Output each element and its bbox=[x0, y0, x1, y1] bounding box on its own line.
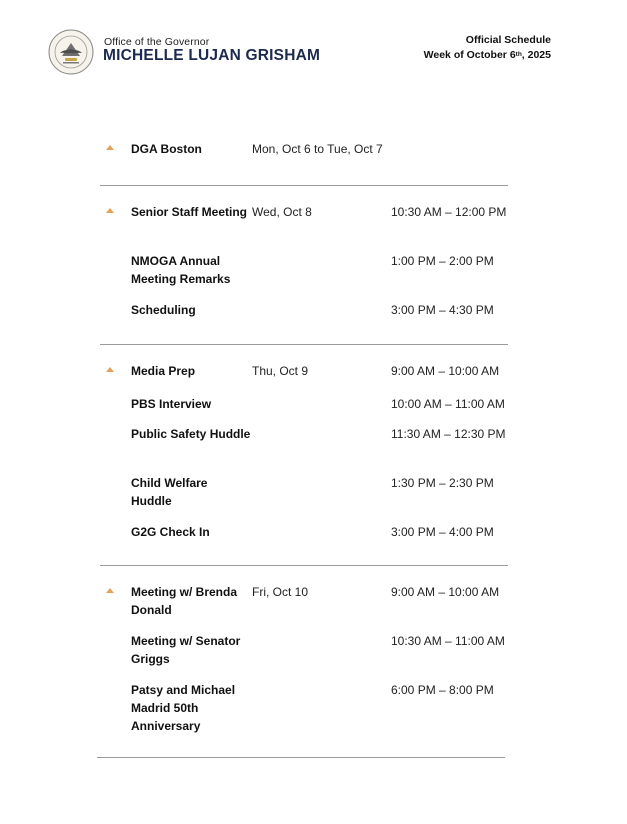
collapse-arrow-icon[interactable] bbox=[106, 145, 114, 150]
event-row bbox=[100, 523, 510, 541]
event-time: 10:00 AM – 11:00 AM bbox=[391, 397, 505, 411]
collapse-arrow-icon[interactable] bbox=[106, 588, 114, 593]
week-suffix: th bbox=[515, 51, 522, 58]
event-time: 1:00 PM – 2:00 PM bbox=[391, 254, 494, 268]
event-row bbox=[100, 203, 510, 239]
event-date: Thu, Oct 9 bbox=[252, 364, 309, 378]
schedule-title: Official Schedule bbox=[465, 34, 551, 46]
office-line: Office of the Governor bbox=[104, 36, 210, 48]
event-title: DGA Boston bbox=[131, 142, 202, 156]
schedule-week bbox=[424, 48, 551, 63]
event-title: PBS Interview bbox=[131, 397, 212, 411]
event-title: Public Safety Huddle bbox=[131, 427, 251, 441]
event-time: 11:30 AM – 12:30 PM bbox=[391, 427, 506, 441]
day-divider bbox=[97, 757, 505, 758]
event-row bbox=[100, 474, 510, 510]
event-row bbox=[100, 301, 510, 319]
collapse-arrow-icon[interactable] bbox=[106, 367, 114, 372]
event-title: NMOGA Annual Meeting Remarks bbox=[131, 254, 231, 286]
event-time: 9:00 AM – 10:00 AM bbox=[391, 585, 500, 599]
event-row bbox=[100, 252, 510, 288]
event-title: G2G Check In bbox=[131, 525, 210, 539]
day-block bbox=[100, 345, 510, 541]
event-time: 3:00 PM – 4:30 PM bbox=[391, 303, 494, 317]
event-title: Scheduling bbox=[131, 303, 196, 317]
event-time: 10:30 AM – 12:00 PM bbox=[391, 205, 507, 219]
event-date: Wed, Oct 8 bbox=[252, 205, 312, 219]
event-row bbox=[100, 362, 510, 380]
schedule-heading bbox=[424, 33, 551, 63]
day-block bbox=[100, 566, 510, 735]
week-year: , 2025 bbox=[521, 49, 551, 61]
event-row bbox=[100, 632, 510, 668]
event-time: 9:00 AM – 10:00 AM bbox=[391, 364, 500, 378]
event-time: 10:30 AM – 11:00 AM bbox=[391, 634, 505, 648]
governor-name: MICHELLE LUJAN GRISHAM bbox=[103, 47, 321, 64]
day-block bbox=[100, 186, 510, 319]
week-prefix: Week of October 6 bbox=[423, 49, 516, 61]
collapse-arrow-icon[interactable] bbox=[106, 208, 114, 213]
event-row bbox=[100, 425, 510, 461]
event-title: Meeting w/ Senator Griggs bbox=[131, 634, 241, 666]
event-title: Patsy and Michael Madrid 50th Anniversary bbox=[131, 683, 236, 733]
day-block bbox=[100, 140, 510, 176]
event-time: 6:00 PM – 8:00 PM bbox=[391, 683, 494, 697]
event-title: Child Welfare Huddle bbox=[131, 476, 208, 508]
event-time: 1:30 PM – 2:30 PM bbox=[391, 476, 494, 490]
event-title: Meeting w/ Brenda Donald bbox=[131, 585, 238, 617]
event-date: Mon, Oct 6 to Tue, Oct 7 bbox=[252, 142, 383, 156]
event-row bbox=[100, 140, 510, 158]
document-header bbox=[0, 0, 627, 90]
state-seal-icon bbox=[48, 29, 94, 75]
event-title: Media Prep bbox=[131, 364, 196, 378]
event-title: Senior Staff Meeting bbox=[131, 205, 248, 219]
event-row bbox=[100, 583, 510, 619]
event-row bbox=[100, 681, 510, 735]
event-time: 3:00 PM – 4:00 PM bbox=[391, 525, 494, 539]
schedule-list bbox=[100, 135, 510, 758]
event-row bbox=[100, 395, 510, 413]
event-date: Fri, Oct 10 bbox=[252, 585, 309, 599]
